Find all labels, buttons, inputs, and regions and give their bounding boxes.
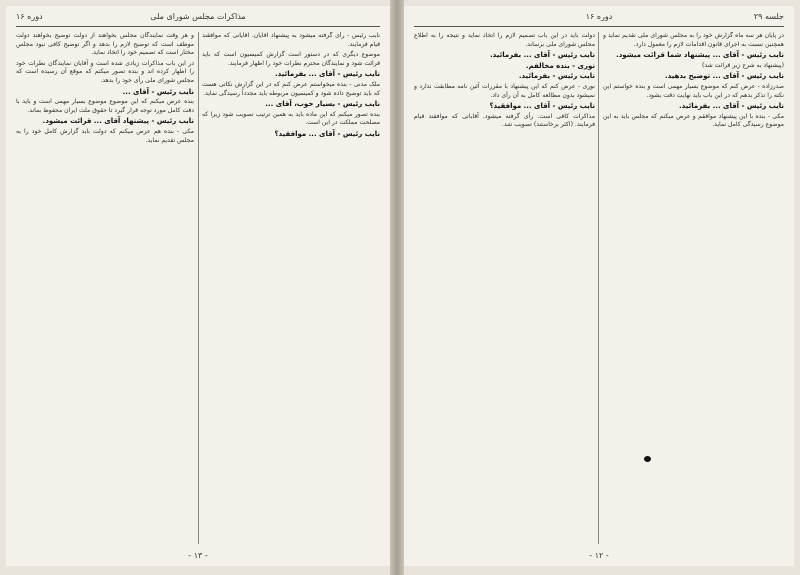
paragraph: نوری - عرض کنم که این پیشنهاد با مقررات آئین نامه مطابقت ندارد و نمیشود بدون مطالعه کامل به آن رأی داد. bbox=[414, 82, 595, 99]
text-column-right bbox=[202, 32, 380, 544]
speaker-heading: نایب رئیس - آقای ... توضیح بدهید. bbox=[664, 72, 784, 81]
speaker-heading: نایب رئیس - آقای ... پیشنهاد شما قرائت میشود. bbox=[616, 51, 784, 60]
column-divider bbox=[598, 32, 599, 544]
paragraph: ملک مدنی - بنده میخواستم عرض کنم که در این گزارش نکاتی هست که باید توضیح داده شود و کمیسیون مربوطه باید مجدداً رسیدگی نماید. bbox=[202, 80, 380, 97]
text-column-right bbox=[603, 32, 784, 544]
text-column-left bbox=[414, 32, 595, 544]
paragraph: مذاکرات کافی است. رأی گرفته میشود. آقایانی که موافقند قیام فرمایند. (اکثر برخاستند) تصویب شد. bbox=[414, 112, 595, 129]
ink-spot bbox=[644, 456, 651, 462]
header-page-label: دوره ۱۶ bbox=[16, 12, 43, 21]
speaker-heading: نایب رئیس - بفرمائید. bbox=[518, 72, 595, 81]
header-rule bbox=[414, 26, 784, 27]
book-gutter bbox=[390, 0, 404, 575]
speaker-heading: نایب رئیس - پیشنهاد آقای ... قرائت میشود. bbox=[42, 117, 194, 126]
paragraph: مکی - بنده هم عرض میکنم که دولت باید گزارش کامل خود را به مجلس تقدیم نماید. bbox=[16, 127, 194, 144]
text-columns bbox=[414, 32, 784, 544]
paragraph: در این باب مذاکرات زیادی شده است و آقایان نمایندگان نظرات خود را اظهار کرده اند و بنده تصور میکنم که موقع آن رسیده است که مجلس شورای ملی رأی خود را بدهد. bbox=[16, 59, 194, 84]
page-number: - ۱۲ - bbox=[589, 551, 609, 560]
paragraph: صدرزاده - عرض کنم که موضوع بسیار مهمی است و بنده خواستم این نکته را تذکر بدهم که در این باب باید نهایت دقت بشود. bbox=[603, 82, 784, 99]
header-rule bbox=[16, 26, 380, 27]
paragraph: (پیشنهاد به شرح زیر قرائت شد) bbox=[702, 61, 784, 69]
paragraph: در پایان هر سه ماه گزارش خود را به مجلس شورای ملی تقدیم نماید و همچنین نسبت به اجرای قانون اقدامات لازم را معمول دارد. bbox=[603, 32, 784, 48]
right-page bbox=[404, 6, 794, 566]
speaker-heading: نایب رئیس - آقای ... موافقید؟ bbox=[489, 102, 595, 111]
speaker-heading: نایب رئیس - آقای ... bbox=[122, 87, 194, 96]
speaker-heading: نایب رئیس - آقای ... موافقید؟ bbox=[274, 129, 380, 138]
journal-title: مذاکرات مجلس شورای ملی bbox=[150, 12, 246, 21]
paragraph: دولت باید در این باب تصمیم لازم را اتخاذ نماید و نتیجه را به اطلاع مجلس شورای ملی برساند. bbox=[414, 32, 595, 48]
speaker-heading: نوری - بنده مخالفم. bbox=[525, 61, 595, 70]
page-number: - ۱۳ - bbox=[188, 551, 208, 560]
left-page bbox=[6, 6, 390, 566]
column-divider bbox=[198, 32, 199, 544]
paragraph: بنده تصور میکنم که این ماده باید به همین ترتیب تصویب شود زیرا که مصلحت مملکت در این است. bbox=[202, 110, 380, 127]
text-columns bbox=[16, 32, 380, 544]
paragraph: موضوع دیگری که در دستور است گزارش کمیسیون است که باید قرائت شود و نمایندگان محترم نظرات خود را اظهار فرمایند. bbox=[202, 51, 380, 67]
paragraph: نایب رئیس - رأی گرفته میشود به پیشنهاد آقایان. آقایانی که موافقند قیام فرمایند. bbox=[202, 32, 380, 48]
header-period-label: دوره ۱۶ bbox=[585, 12, 613, 21]
paragraph: و هر وقت نمایندگان مجلس بخواهند از دولت توضیح بخواهند دولت موظف است که توضیح لازم را بدهد و اگر توضیح کافی نبود مجلس مختار است که تصمیم خود را اتخاذ نماید. bbox=[16, 32, 194, 57]
speaker-heading: نایب رئیس - آقای ... بفرمائید. bbox=[490, 51, 595, 60]
header-session-label: جلسه ۲۹ bbox=[753, 12, 784, 21]
speaker-heading: نایب رئیس - آقای ... بفرمائید. bbox=[275, 70, 380, 79]
speaker-heading: نایب رئیس - آقای ... بفرمائید. bbox=[679, 102, 784, 111]
paragraph: بنده عرض میکنم که این موضوع موضوع بسیار مهمی است و باید با دقت کامل مورد توجه قرار گیرد تا حقوق ملت ایران محفوظ بماند. bbox=[16, 98, 194, 114]
text-column-left bbox=[16, 32, 194, 544]
paragraph: مکی - بنده با این پیشنهاد موافقم و عرض میکنم که مجلس باید به این موضوع رسیدگی کامل نماید. bbox=[603, 112, 784, 129]
speaker-heading: نایب رئیس - بسیار خوب، آقای ... bbox=[265, 100, 380, 109]
